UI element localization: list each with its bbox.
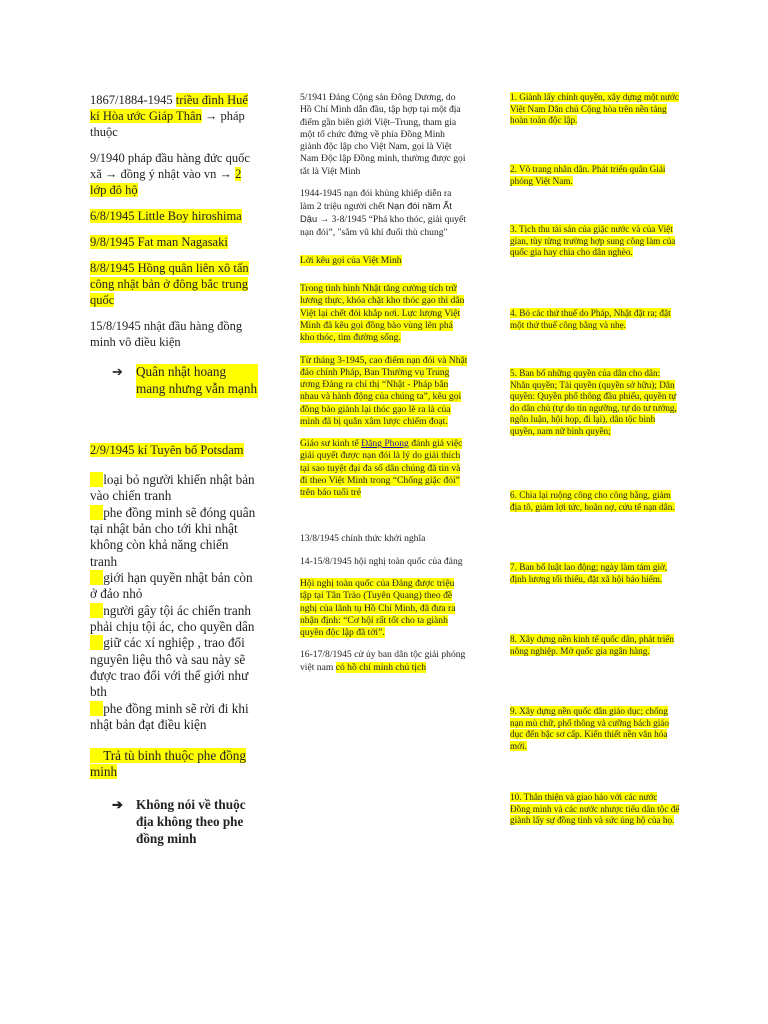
note-prisoners: Trả tù binh thuộc phe đồng minh [90, 747, 246, 780]
note-japan-surrender: 15/8/1945 nhật đầu hàng đồng minh vô điều kiện [90, 319, 243, 349]
note-1940: 9/1940 pháp đầu hàng đức quốc xã → đồng ý nhật vào vn → 2 lớp đô hộ [90, 151, 250, 197]
policy-item: 7. Ban bố luật lao động; ngày làm tám giờ, định lương tối thiểu, đặt xã hội bảo hiểm. [510, 562, 668, 584]
policy-item: 4. Bỏ các thứ thuế do Pháp, Nhật đặt ra; đặt một thứ thuế công bằng và nhẹ. [510, 308, 671, 330]
highlight-treaty: triều đình Huế kí Hòa ước Giáp Thân [90, 93, 248, 123]
list-item: giới hạn quyền nhật bản còn ở đảo nhỏ [90, 569, 253, 602]
arrow-right-icon: ➔ [112, 364, 123, 379]
note-famine: 1944-1945 nạn đói khủng khiếp diễn ra làm 2 triệu người chết Nạn đói năm Ất Dậu → 3-8/1945 “Phá kho thóc, giải quyết nạn đói”, "sắm vũ khí đuổi thù chung" [300, 187, 466, 238]
note-appeal: Lời kêu gọi của Việt Minh [300, 254, 402, 266]
arrow-note-japan: ➔ Quân nhật hoang mang nhưng vẫn mạnh [112, 364, 258, 396]
column-left [90, 92, 258, 848]
note-uprising: 13/8/1945 chính thức khởi nghĩa [300, 533, 426, 545]
policy-item: 2. Võ trang nhân dân. Phát triển quân Giải phóng Việt Nam. [510, 164, 666, 186]
potsdam-list [90, 472, 258, 734]
note-soviet-attack: 8/8/1945 Hồng quân liên xô tấn công nhật bản ở đông bắc trung quốc [90, 261, 249, 307]
note-tan-trao: Hội nghị toàn quốc của Đảng được triệu tập tại Tân Trào (Tuyên Quang) theo đề nghị của lãnh tụ Hồ Chí Minh, đã đưa ra nhận định: “Cơ hội rất tốt cho ta giành quyền độc lập đã tới”. [300, 577, 456, 639]
column-middle [300, 92, 468, 684]
list-item: người gây tội ác chiến tranh phải chịu tội ác, cho quyền dân [90, 602, 255, 635]
note-granary: Trong tình hình Nhật tăng cường tích trữ lương thực, khóa chặt kho thóc gạo thì dân Việt lại chết đói khắp nơi. Lực lượng Việt Minh đã kêu gọi đồng bào vùng lên phá kho thóc, tìm đường sống. [300, 283, 465, 344]
dang-phong-link[interactable]: Đặng Phong [361, 438, 409, 450]
note-directive: Từ tháng 3-1945, cao điểm nạn đói và Nhật đảo chính Pháp, Ban Thường vụ Trung ương Đảng ra chỉ thị “Nhật - Pháp bắn nhau và hành động của chúng ta”, kêu gọi đồng bào giành lại thóc gạo lẽ ra là của mình đã bị quân xâm lược chiếm đoạt. [300, 354, 468, 427]
policy-item: 9. Xây dựng nền quốc dân giáo dục; chống nạn mù chữ, phổ thông và cưỡng bách giáo dục đến bậc sơ cấp. Kiến thiết nền văn hóa mới. [510, 706, 669, 751]
note-fat-man: 9/8/1945 Fat man Nagasaki [90, 235, 228, 249]
list-item: phe đồng minh sẽ đóng quân tại nhật bản cho tới khi nhật không còn khả năng chiến tranh [90, 504, 256, 569]
list-item: giữ các xí nghiệp , trao đổi nguyên liệu thô và sau này sẽ được trao đổi với thế giới như bth [90, 635, 249, 700]
policy-item: 1. Giành lấy chính quyền, xây dựng một nước Việt Nam Dân chủ Cộng hòa trên nền tảng hoàn toàn độc lập. [510, 92, 679, 125]
note-potsdam: 2/9/1945 kí Tuyên bố Potsdam [90, 442, 244, 457]
note-viet-minh-founding: 5/1941 Đảng Cộng sản Đông Dương, do Hồ Chí Minh dẫn đầu, tập hợp tại một địa điểm gần biên giới Việt–Trung, tham gia một tổ chức đứng về phía Đồng Minh giành độc lập cho Việt Nam, gọi là Việt Nam Độc lập Đồng minh, thường được gọi tắt là Việt Minh [300, 92, 466, 177]
famine-name: Nạn đói năm Ất Dậu [300, 200, 452, 225]
note-liberation-committee: 16-17/8/1945 cử ủy ban dân tộc giải phóng việt nam có hồ chí minh chủ tịch [300, 649, 466, 673]
arrow-right-icon: ➔ [112, 797, 123, 813]
list-item: loại bỏ người khiến nhật bản vào chiến tranh [90, 471, 255, 504]
list-item: phe đồng minh sẽ rời đi khi nhật bản đạt điều kiện [90, 700, 249, 733]
note-conference: 14-15/8/1945 hội nghị toàn quốc của đảng [300, 555, 463, 567]
note-1867: 1867/1884-1945 triều đình Huế kí Hòa ước Giáp Thân → pháp thuộc [90, 93, 248, 139]
policy-item: 6. Chia lại ruộng công cho công bằng, giảm địa tô, giảm lợi tức, hoãn nợ, cứu tế nạn dân. [510, 490, 675, 512]
highlight-two-layers: 2 lớp đô hộ [90, 167, 242, 197]
policy-item: 8. Xây dựng nền kinh tế quốc dân, phát triển nông nghiệp. Mở quốc gia ngân hàng. [510, 634, 674, 656]
note-little-boy: 6/8/1945 Little Boy hiroshima [90, 209, 242, 223]
policy-item: 3. Tịch thu tài sản của giặc nước và của Việt gian, tùy từng trường hợp sung công làm của quốc gia hay chia cho dân nghèo. [510, 224, 676, 257]
policy-item: 10. Thân thiện và giao hảo với các nước Đồng minh và các nước nhược tiểu dân tộc để giành lấy sự đồng tình và sức ủng hộ của họ. [510, 792, 680, 825]
policy-item: 5. Ban bố những quyền của dân cho dân: Nhân quyền; Tài quyền (quyền sở hữu); Dân quyền: Quyền phổ thông đầu phiếu, quyền tự do dân chủ (tự do tín ngưỡng, tự do tư tưởng, ngôn luận, hội họp, đi lại), dân tộc bình quyền, nam nữ bình quyền; [510, 368, 677, 436]
note-dang-phong: Giáo sư kinh tế Đặng Phong đánh giá việc giải quyết được nạn đói là lý do giải thích tại sao tuyệt đại đa số dân chúng đã tin và đi theo Việt Minh trong “Chống giặc đói” trên báo tuổi trẻ [300, 438, 463, 499]
arrow-note-colonies: ➔ Không nói về thuộc địa không theo phe đồng minh [112, 797, 246, 847]
